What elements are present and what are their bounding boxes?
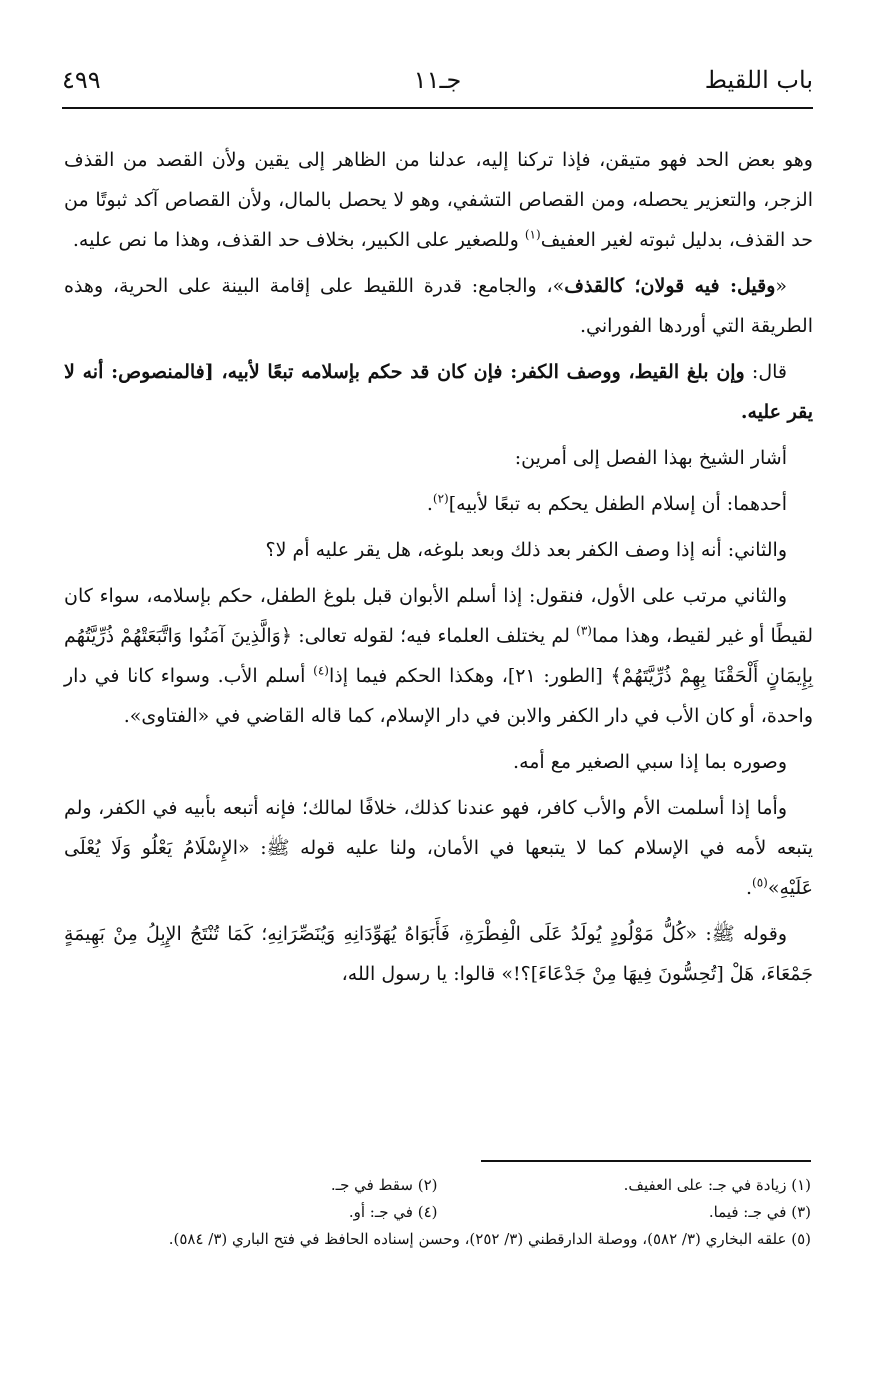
paragraph-1: وهو بعض الحد فهو متيقن، فإذا تركنا إليه، عدلنا من الظاهر إلى يقين ولأن القصد من القذف الزجر، والتعزير يحصله، ومن القصاص التشفي، وهو لا يحصل بالمال، ولأن القصاص آكد ثبوتًا من حد القذف، بدليل ثبوته لغير العفيف$^{(١)}$ وللصغير على الكبير، بخلاف حد القذف، وهذا ما نص عليه. [64, 149, 813, 251]
paragraph-3: قال: وإن بلغ القيط، ووصف الكفر: فإن كان قد حكم بإسلامه تبعًا لأبيه، [فالمنصوص: أنه لا يقر عليه. [64, 361, 813, 423]
footnote-1: (١) زيادة في جـ: على العفيف. [623, 1176, 811, 1194]
footnote-rule [481, 1160, 811, 1162]
footnote-3: (٣) في جـ: فيما. [708, 1203, 811, 1221]
main-text [64, 140, 813, 1000]
footnote-4: (٤) في جـ: أو. [348, 1203, 438, 1221]
footnotes [64, 1172, 811, 1253]
footnote-ref-4: (٤) [313, 663, 329, 678]
footnote-ref-1: (١) [524, 227, 541, 242]
paragraph-5: أحدهما: أن إسلام الطفل يحكم به تبعًا لأبيه]$^{(٢)}$. [426, 491, 787, 515]
footnote-2: (٢) سقط في جـ. [330, 1176, 438, 1194]
page-number: ٤٩٩ [62, 66, 101, 94]
running-header [62, 66, 813, 100]
paragraph-10: وقوله ﷺ: «كُلُّ مَوْلُودٍ يُولَدُ عَلَى الْفِطْرَةِ، فَأَبَوَاهُ يُهَوِّدَانِهِ وَيُنَصِّرَانِهِ؛ كَمَا تُنْتَجُ الإِبِلُ مِنْ بَهِيمَةٍ جَمْعَاءَ، هَلْ [تُحِسُّونَ فِيهَا مِنْ جَدْعَاءَ]؟!» قالوا: يا رسول الله، [64, 923, 813, 985]
footnote-ref-2: (٢) [432, 491, 449, 506]
header-rule [62, 107, 813, 109]
paragraph-8: وصوره بما إذا سبي الصغير مع أمه. [513, 751, 787, 773]
paragraph-6: والثاني: أنه إذا وصف الكفر بعد ذلك وبعد بلوغه، هل يقر عليه أم لا؟ [265, 539, 787, 561]
paragraph-4: أشار الشيخ بهذا الفصل إلى أمرين: [514, 447, 787, 469]
paragraph-7: والثاني مرتب على الأول، فنقول: إذا أسلم الأبوان قبل بلوغ الطفل، حكم بإسلامه، سواء كان لقيطًا أو غير لقيط، وهذا مما$^{(٣)}$ لم يختلف العلماء فيه؛ لقوله تعالى: ﴿وَالَّذِينَ آمَنُوا وَاتَّبَعَتْهُمْ ذُرِّيَّتُهُم بِإِيمَانٍ أَلْحَقْنَا بِهِمْ ذُرِّيَّتَهُمْ﴾ [الطور: ٢١]، وهكذا الحكم فيما إذا$^{(٤)}$ أسلم الأب. وسواء كانا في دار واحدة، أو كان الأب في دار الكفر والابن في دار الإسلام، كما قاله القاضي في «الفتاوى». [64, 585, 814, 727]
chapter-title: باب اللقيط [704, 66, 813, 94]
footnote-ref-5: (٥) [752, 875, 768, 890]
paragraph-9: وأما إذا أسلمت الأم والأب كافر، فهو عندنا كذلك، خلافًا لمالك؛ فإنه أتبعه بأبيه في الكفر، ولم يتبعه لأمه في الإسلام كما لا يتبعها في الأمان، ولنا عليه قوله ﷺ: «الإِسْلَامُ يَعْلُو وَلَا يُعْلَى عَلَيْهِ»$^{(٥)}$. [64, 797, 813, 899]
paragraph-2: «وقيل: فيه قولان؛ كالقذف»، والجامع: قدرة اللقيط على إقامة البينة على الحرية، وهذه الطريقة التي أوردها الفوراني. [64, 275, 813, 337]
footnote-ref-3: (٣) [576, 623, 592, 638]
footnote-5: (٥) علقه البخاري (٣/ ٥٨٢)، ووصلة الدارقطني (٣/ ٢٥٢)، وحسن إسناده الحافظ في فتح الباري (٣/ ٥٨٤). [168, 1230, 811, 1248]
volume-label: جـ١١ [413, 66, 462, 94]
